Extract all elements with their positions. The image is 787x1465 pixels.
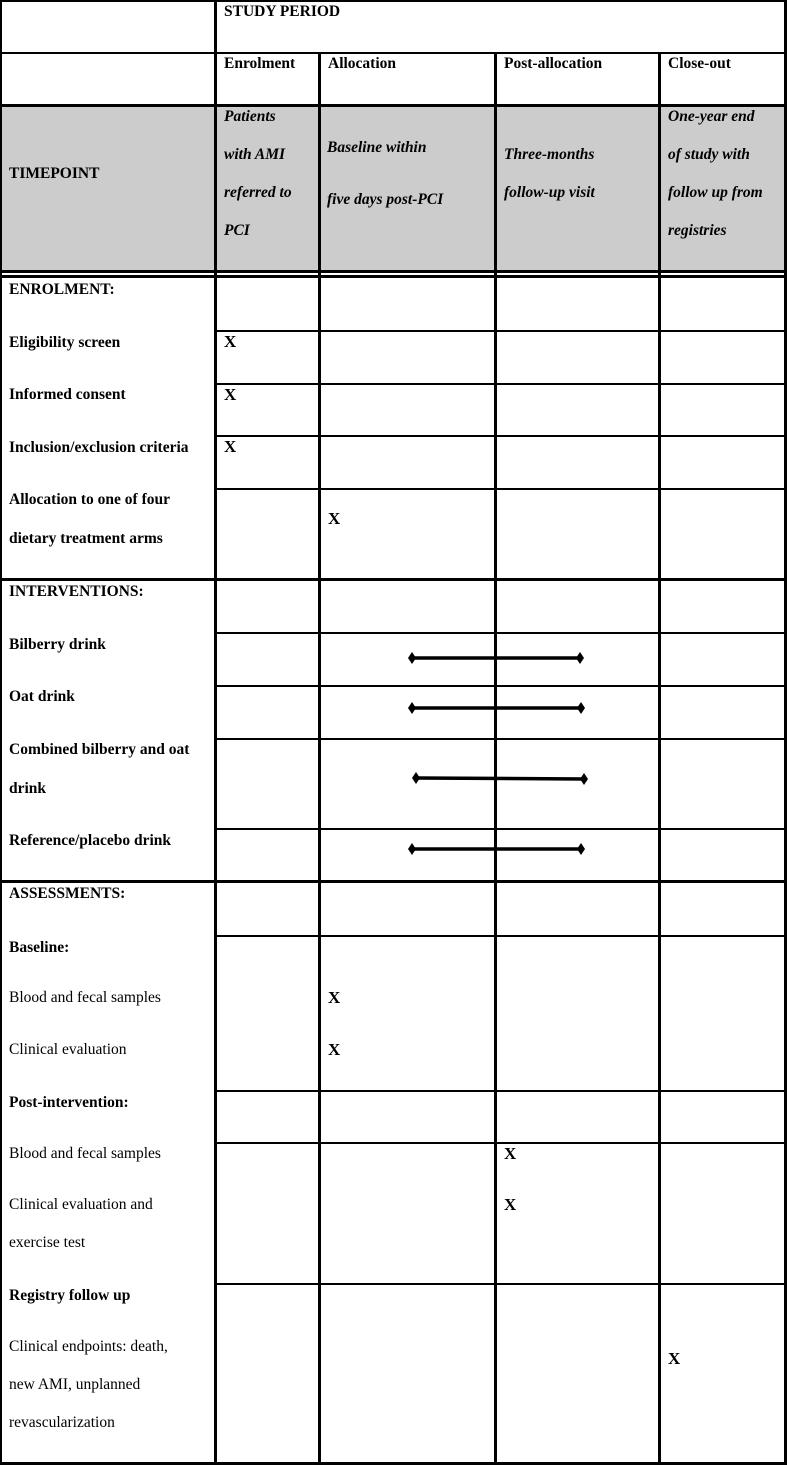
row-label-post-clinical: Clinical evaluation and xyxy=(9,1196,153,1213)
mark-x: X xyxy=(328,509,341,528)
row-label-eligibility: Eligibility screen xyxy=(9,334,121,351)
column-header-close-out: Close-out xyxy=(668,55,731,72)
row-label-reference: Reference/placebo drink xyxy=(9,832,172,849)
duration-bar-combined xyxy=(412,772,588,785)
row-label-baseline-samples: Blood and fecal samples xyxy=(9,989,161,1006)
mark-x: X xyxy=(224,437,237,456)
subheading-registry: Registry follow up xyxy=(9,1287,131,1304)
row-label-combined: Combined bilberry and oat xyxy=(9,741,190,758)
timepoint-close-out: of study with xyxy=(668,146,750,163)
row-label-allocation: Allocation to one of four xyxy=(9,491,171,508)
row-label-baseline-clinical: Clinical evaluation xyxy=(9,1041,127,1058)
row-label-oat: Oat drink xyxy=(9,688,75,705)
subheading-baseline: Baseline: xyxy=(9,939,70,956)
mark-x: X xyxy=(668,1349,681,1368)
study-period-heading: STUDY PERIOD xyxy=(224,3,341,20)
timepoint-post-allocation: Three-months xyxy=(504,146,595,163)
duration-bar-reference xyxy=(408,843,585,855)
row-label-allocation: dietary treatment arms xyxy=(9,530,163,547)
timepoint-close-out: One-year end xyxy=(668,108,755,125)
row-label-endpoints: revascularization xyxy=(9,1414,115,1431)
timepoint-enrolment: with AMI xyxy=(224,146,286,163)
duration-bar-bilberry xyxy=(408,652,584,664)
timepoint-enrolment: PCI xyxy=(224,222,250,239)
timepoint-label: TIMEPOINT xyxy=(9,165,100,182)
timepoint-allocation: Baseline within xyxy=(327,139,427,156)
timepoint-allocation: five days post-PCI xyxy=(327,191,444,208)
column-header-post-allocation: Post-allocation xyxy=(504,55,603,72)
section-title-enrolment: ENROLMENT: xyxy=(9,281,115,298)
column-header-enrolment: Enrolment xyxy=(224,55,296,72)
row-label-criteria: Inclusion/exclusion criteria xyxy=(9,439,189,456)
timepoint-close-out: follow up from xyxy=(668,184,763,201)
timepoint-close-out: registries xyxy=(668,222,727,239)
mark-x: X xyxy=(224,385,237,404)
row-label-bilberry: Bilberry drink xyxy=(9,636,106,653)
row-label-endpoints: Clinical endpoints: death, xyxy=(9,1338,168,1355)
section-title-interventions: INTERVENTIONS: xyxy=(9,583,144,600)
row-label-post-clinical: exercise test xyxy=(9,1234,86,1251)
row-label-endpoints: new AMI, unplanned xyxy=(9,1376,141,1393)
mark-x: X xyxy=(328,988,341,1007)
duration-bar-oat xyxy=(408,702,585,714)
timepoint-enrolment: referred to xyxy=(224,184,292,201)
mark-x: X xyxy=(224,332,237,351)
section-title-assessments: ASSESSMENTS: xyxy=(9,885,126,902)
row-label-combined: drink xyxy=(9,780,47,797)
mark-x: X xyxy=(504,1144,517,1163)
timepoint-enrolment: Patients xyxy=(224,108,276,125)
subheading-post-intervention: Post-intervention: xyxy=(9,1094,129,1111)
timepoint-post-allocation: follow-up visit xyxy=(504,184,595,201)
mark-x: X xyxy=(328,1040,341,1059)
row-label-post-samples: Blood and fecal samples xyxy=(9,1145,161,1162)
column-header-allocation: Allocation xyxy=(328,55,397,72)
row-label-consent: Informed consent xyxy=(9,386,126,403)
mark-x: X xyxy=(504,1195,517,1214)
